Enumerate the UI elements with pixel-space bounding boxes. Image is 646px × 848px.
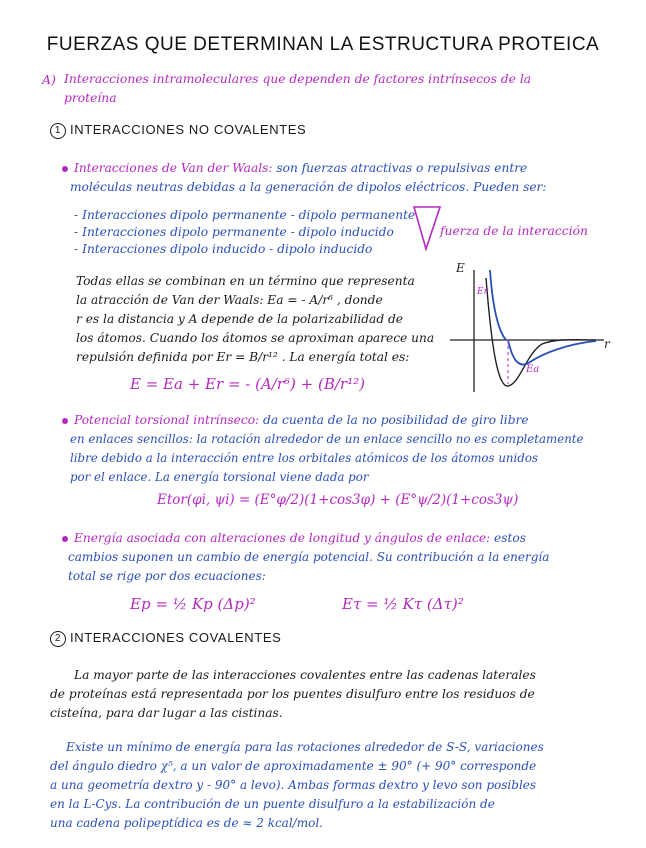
graph-ea-label: Ea [526,364,540,375]
bond-heading: Energía asociada con alteraciones de longitud y ángulos de enlace: [74,531,491,545]
section-a-line1: Interacciones intramoleculares que dependen de factores intrínsecos de la [64,72,532,86]
section-a-label: A) [42,72,56,87]
graph-er-label: Er [477,287,488,297]
attractive-curve [508,340,596,365]
section-2-title: INTERACCIONES COVALENTES [70,630,282,645]
bond-angle-equation: Eτ = ½ Kτ (Δτ)² [342,595,464,613]
vdw-item-list [74,207,415,258]
force-label: fuerza de la interacción [440,224,588,238]
section-2-heading [50,630,281,647]
bullet-icon [62,166,68,172]
vdw-item: - Interacciones dipolo permanente - dipolo inducido [74,225,394,239]
repulsive-curve [490,270,506,340]
section-1-title: INTERACCIONES NO COVALENTES [70,122,307,137]
bond-line1: estos [494,531,527,545]
bullet-icon [62,418,68,424]
bullet-icon [62,536,68,542]
graph-y-label: E [456,261,465,275]
torsional-paragraph: en enlaces sencillos: la rotación alrededor de un enlace sencillo no es completamente libre debido a la interacción entre los orbitales atómicos de los átomos unidos por el enlace. La energía torsional viene dada por [70,432,584,484]
covalent-paragraph-1: La mayor parte de las interacciones covalentes entre las cadenas laterales de proteínas está representada por los puentes disulfuro entre los residuos de cisteína, para dar lugar a las cistinas. [50,668,536,720]
lennard-jones-graph [446,258,616,398]
bond-heading-line [62,528,632,548]
section-2-number: 2 [50,631,66,647]
torsional-equation: Etor(φi, ψi) = (E°φ/2)(1+cos3φ) + (E°ψ/2)(1+cos3ψ) [157,492,519,508]
covalent-paragraph-2: Existe un mínimo de energía para las rotaciones alrededor de S-S, variaciones del ángulo diedro χ⁵, a un valor de aproximadamente ± 90° (+ 90° corresponde a una geometría dextro y - 90° a levo). Ambas formas dextro y levo son posibles en la L-Cys. La contribución de un puente disulfuro a la estabilización de una cadena polipeptídica es de ≈ 2 kcal/mol. [50,740,544,830]
section-1-heading [50,122,306,139]
torsional-heading-line [62,410,632,430]
vdw-paragraph: Todas ellas se combinan en un término que representa la atracción de Van der Waals: Ea = - A/r⁶ , donde r es la distancia y A depende de la polarizabilidad de los átomos. Cuando los átomos se aproximan aparece una repulsión definida por Er = B/r¹² . La energía total es: [76,274,435,364]
total-energy-curve [486,278,596,386]
page-title: FUERZAS QUE DETERMINAN LA ESTRUCTURA PROTEICA [46,34,600,55]
section-1-number: 1 [50,123,66,139]
vdw-heading-line [62,158,622,178]
torsional-line1: da cuenta de la no posibilidad de giro libre [263,413,529,427]
bond-paragraph: cambios suponen un cambio de energía potencial. Su contribución a la energía total se rige por dos ecuaciones: [68,550,550,583]
torsional-heading: Potencial torsional intrínseco: [74,413,260,427]
bond-length-equation: Ep = ½ Kp (Δp)² [130,595,256,613]
section-a-line2: proteína [64,91,117,105]
vdw-desc1: son fuerzas atractivas o repulsivas entre [276,161,528,175]
vdw-item: - Interacciones dipolo inducido - dipolo inducido [74,242,373,256]
vdw-total-energy-equation: E = Ea + Er = - (A/r⁶) + (B/r¹²) [130,375,365,393]
vdw-item: - Interacciones dipolo permanente - dipolo permanente [74,208,416,222]
vdw-desc2: moléculas neutras debidas a la generación de dipolos eléctricos. Pueden ser: [70,180,547,194]
graph-x-label: r [604,337,610,351]
vdw-heading: Interacciones de Van der Waals: [74,161,273,175]
